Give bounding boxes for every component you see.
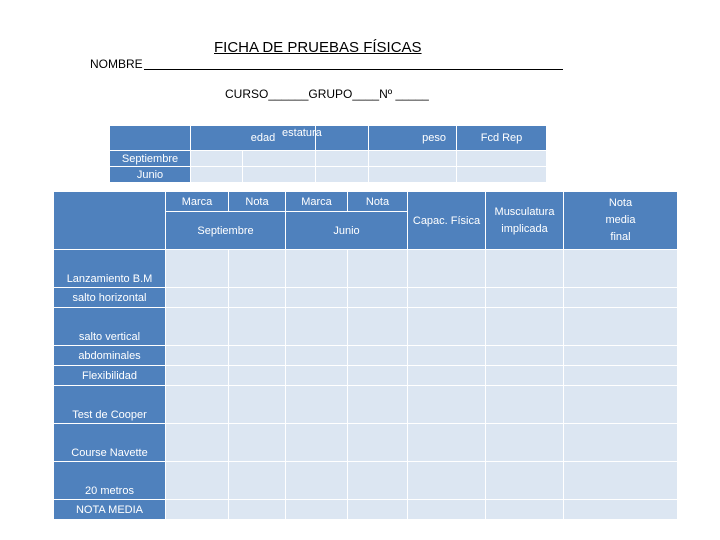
input-cell[interactable] (486, 250, 564, 288)
input-cell[interactable] (229, 250, 286, 288)
test-row-label: 20 metros (54, 462, 166, 500)
input-cell[interactable] (486, 500, 564, 520)
input-cell[interactable] (348, 424, 408, 462)
input-cell[interactable] (166, 500, 229, 520)
column-header-estatura (282, 126, 369, 151)
input-cell[interactable] (229, 288, 286, 308)
column-header-estatura-label: estatura (282, 127, 322, 139)
tests-table (53, 191, 678, 520)
column-header-peso-label: peso (422, 132, 447, 144)
header-musculatura: Musculatura implicada (486, 192, 564, 250)
subheader-nota-junio: Nota (348, 192, 408, 212)
input-cell[interactable] (564, 386, 678, 424)
input-cell[interactable] (286, 346, 348, 366)
column-header-fcd-rep: Fcd Rep (457, 126, 547, 151)
test-row-label: salto vertical (54, 308, 166, 346)
input-cell[interactable] (286, 250, 348, 288)
input-cell[interactable] (564, 308, 678, 346)
input-cell[interactable] (408, 386, 486, 424)
test-row-label: NOTA MEDIA (54, 500, 166, 520)
input-cell[interactable] (486, 308, 564, 346)
input-cell[interactable] (348, 250, 408, 288)
measures-table: edad estatura peso Fcd Rep Fcd Max Septiembre Junio (109, 125, 547, 183)
test-row-label: Course Navette (54, 424, 166, 462)
input-cell[interactable] (316, 151, 369, 167)
header-capac-fisica: Capac. Física (408, 192, 486, 250)
input-cell[interactable] (286, 308, 348, 346)
input-cell[interactable] (486, 424, 564, 462)
input-cell[interactable] (564, 346, 678, 366)
page-title: FICHA DE PRUEBAS FÍSICAS (214, 39, 422, 56)
row-label-junio: Junio (110, 167, 191, 183)
input-cell[interactable] (229, 386, 286, 424)
input-cell[interactable] (408, 346, 486, 366)
input-cell[interactable] (286, 500, 348, 520)
input-cell[interactable] (191, 167, 243, 183)
input-cell[interactable] (369, 151, 457, 167)
input-cell[interactable] (486, 288, 564, 308)
input-cell[interactable] (348, 500, 408, 520)
input-cell[interactable] (286, 366, 348, 386)
input-cell[interactable] (229, 462, 286, 500)
input-cell[interactable] (486, 386, 564, 424)
input-cell[interactable] (286, 424, 348, 462)
test-row-label: Flexibilidad (54, 366, 166, 386)
input-cell[interactable] (166, 250, 229, 288)
input-cell[interactable] (348, 462, 408, 500)
row-label-septiembre: Septiembre (110, 151, 191, 167)
test-row-label: Lanzamiento B.M (54, 250, 166, 288)
input-cell[interactable] (229, 366, 286, 386)
test-row-label: Test de Cooper (54, 386, 166, 424)
input-cell[interactable] (166, 366, 229, 386)
subheader-nota-sept: Nota (229, 192, 286, 212)
input-cell[interactable] (286, 462, 348, 500)
test-row-label: abdominales (54, 346, 166, 366)
subheader-marca-junio: Marca (286, 192, 348, 212)
input-cell[interactable] (229, 346, 286, 366)
nombre-field-line[interactable] (144, 69, 563, 70)
input-cell[interactable] (486, 462, 564, 500)
subheader-marca-sept: Marca (166, 192, 229, 212)
input-cell[interactable] (408, 308, 486, 346)
input-cell[interactable] (286, 386, 348, 424)
input-cell[interactable] (564, 462, 678, 500)
input-cell[interactable] (229, 500, 286, 520)
input-cell[interactable] (348, 386, 408, 424)
input-cell[interactable] (166, 308, 229, 346)
input-cell[interactable] (191, 151, 243, 167)
input-cell[interactable] (229, 424, 286, 462)
header-period-junio: Junio (286, 212, 408, 250)
column-header-edad: edad (191, 126, 316, 151)
input-cell[interactable] (243, 167, 316, 183)
input-cell[interactable] (316, 167, 369, 183)
input-cell[interactable] (286, 288, 348, 308)
header-period-septiembre: Septiembre (166, 212, 286, 250)
input-cell[interactable] (486, 366, 564, 386)
input-cell[interactable] (348, 288, 408, 308)
input-cell[interactable] (408, 366, 486, 386)
measures-corner (110, 126, 191, 151)
header-nota-media-final: Nota media final (564, 192, 678, 250)
input-cell[interactable] (369, 167, 457, 183)
test-row-label: salto horizontal (54, 288, 166, 308)
input-cell[interactable] (457, 151, 547, 167)
input-cell[interactable] (408, 462, 486, 500)
input-cell[interactable] (348, 308, 408, 346)
input-cell[interactable] (408, 250, 486, 288)
input-cell[interactable] (166, 288, 229, 308)
input-cell[interactable] (166, 424, 229, 462)
input-cell[interactable] (243, 151, 316, 167)
input-cell[interactable] (408, 288, 486, 308)
input-cell[interactable] (564, 250, 678, 288)
input-cell[interactable] (486, 346, 564, 366)
column-header-peso (369, 126, 457, 151)
input-cell[interactable] (166, 346, 229, 366)
curso-grupo-line: CURSO______GRUPO____Nº _____ (225, 87, 429, 101)
input-cell[interactable] (348, 346, 408, 366)
input-cell[interactable] (564, 288, 678, 308)
input-cell[interactable] (457, 167, 547, 183)
input-cell[interactable] (408, 424, 486, 462)
input-cell[interactable] (564, 366, 678, 386)
input-cell[interactable] (408, 500, 486, 520)
input-cell[interactable] (564, 500, 678, 520)
input-cell[interactable] (166, 386, 229, 424)
nombre-label: NOMBRE (90, 57, 143, 71)
input-cell[interactable] (564, 424, 678, 462)
tests-corner (54, 192, 166, 250)
input-cell[interactable] (166, 462, 229, 500)
input-cell[interactable] (229, 308, 286, 346)
input-cell[interactable] (348, 366, 408, 386)
